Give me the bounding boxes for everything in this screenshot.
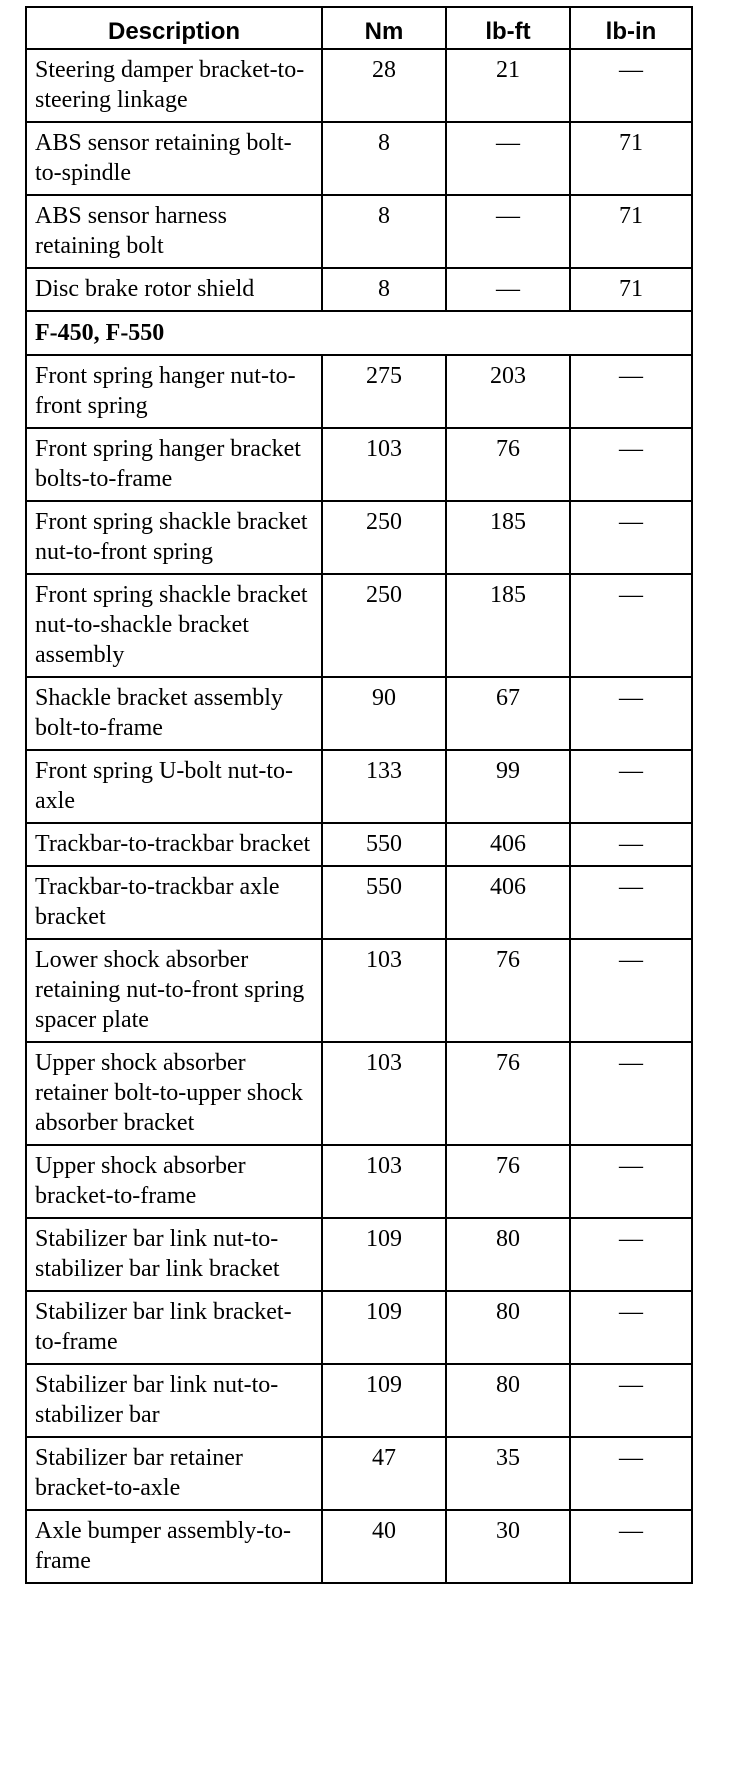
table-row: [26, 122, 692, 195]
cell-lb-ft: —: [446, 122, 570, 195]
cell-description: Disc brake rotor shield: [26, 268, 322, 311]
cell-lb-ft: 99: [446, 750, 570, 823]
table-row: [26, 1364, 692, 1437]
torque-specification-table: [25, 6, 693, 1584]
cell-description: Front spring shackle bracket nut-to-front spring: [26, 501, 322, 574]
cell-nm: 47: [322, 1437, 446, 1510]
cell-lb-ft: 67: [446, 677, 570, 750]
header-lb-ft: lb-ft: [446, 7, 570, 49]
cell-lb-ft: 30: [446, 1510, 570, 1583]
cell-lb-in: —: [570, 355, 692, 428]
cell-lb-ft: 80: [446, 1291, 570, 1364]
cell-nm: 40: [322, 1510, 446, 1583]
cell-nm: 103: [322, 939, 446, 1042]
cell-lb-in: —: [570, 428, 692, 501]
table-header: [26, 7, 692, 49]
cell-nm: 103: [322, 428, 446, 501]
cell-description: Trackbar-to-trackbar axle bracket: [26, 866, 322, 939]
cell-description: Front spring hanger bracket bolts-to-frame: [26, 428, 322, 501]
cell-lb-in: —: [570, 939, 692, 1042]
cell-description: Lower shock absorber retaining nut-to-front spring spacer plate: [26, 939, 322, 1042]
table-row: [26, 1510, 692, 1583]
cell-lb-ft: —: [446, 195, 570, 268]
table-row: [26, 501, 692, 574]
cell-lb-in: —: [570, 1042, 692, 1145]
cell-description: Upper shock absorber retainer bolt-to-upper shock absorber bracket: [26, 1042, 322, 1145]
cell-lb-in: —: [570, 823, 692, 866]
table-row: [26, 750, 692, 823]
table-row: [26, 355, 692, 428]
cell-nm: 250: [322, 574, 446, 677]
cell-nm: 109: [322, 1291, 446, 1364]
cell-lb-in: —: [570, 501, 692, 574]
cell-lb-in: —: [570, 750, 692, 823]
cell-lb-ft: 76: [446, 939, 570, 1042]
cell-lb-in: —: [570, 1364, 692, 1437]
cell-lb-ft: 80: [446, 1218, 570, 1291]
cell-description: Stabilizer bar link bracket-to-frame: [26, 1291, 322, 1364]
cell-nm: 109: [322, 1364, 446, 1437]
cell-description: Stabilizer bar link nut-to-stabilizer bar: [26, 1364, 322, 1437]
cell-description: Front spring U-bolt nut-to-axle: [26, 750, 322, 823]
cell-nm: 28: [322, 49, 446, 122]
table-row: [26, 1291, 692, 1364]
cell-lb-ft: 76: [446, 1042, 570, 1145]
cell-description: Steering damper bracket-to-steering linkage: [26, 49, 322, 122]
cell-lb-ft: 185: [446, 574, 570, 677]
cell-nm: 550: [322, 866, 446, 939]
table-row: [26, 1218, 692, 1291]
cell-lb-in: —: [570, 1437, 692, 1510]
table-row: [26, 823, 692, 866]
cell-nm: 8: [322, 268, 446, 311]
cell-lb-in: —: [570, 1291, 692, 1364]
cell-description: Stabilizer bar retainer bracket-to-axle: [26, 1437, 322, 1510]
cell-nm: 250: [322, 501, 446, 574]
cell-lb-in: —: [570, 1218, 692, 1291]
cell-nm: 90: [322, 677, 446, 750]
cell-lb-in: —: [570, 1510, 692, 1583]
cell-lb-in: —: [570, 866, 692, 939]
cell-lb-in: —: [570, 1145, 692, 1218]
cell-description: Front spring hanger nut-to-front spring: [26, 355, 322, 428]
cell-lb-ft: 76: [446, 1145, 570, 1218]
header-nm: Nm: [322, 7, 446, 49]
cell-nm: 275: [322, 355, 446, 428]
table-row: [26, 866, 692, 939]
table-row: [26, 1437, 692, 1510]
table-row: [26, 49, 692, 122]
cell-lb-ft: 76: [446, 428, 570, 501]
cell-lb-ft: 35: [446, 1437, 570, 1510]
section-row: [26, 311, 692, 355]
cell-lb-in: —: [570, 574, 692, 677]
cell-description: ABS sensor harness retaining bolt: [26, 195, 322, 268]
cell-lb-ft: 185: [446, 501, 570, 574]
table-row: [26, 574, 692, 677]
cell-lb-ft: 406: [446, 866, 570, 939]
cell-nm: 133: [322, 750, 446, 823]
table-row: [26, 428, 692, 501]
cell-description: Trackbar-to-trackbar bracket: [26, 823, 322, 866]
table-row: [26, 1042, 692, 1145]
cell-nm: 103: [322, 1145, 446, 1218]
cell-nm: 109: [322, 1218, 446, 1291]
cell-description: Shackle bracket assembly bolt-to-frame: [26, 677, 322, 750]
cell-nm: 550: [322, 823, 446, 866]
cell-nm: 103: [322, 1042, 446, 1145]
cell-nm: 8: [322, 122, 446, 195]
cell-lb-in: 71: [570, 195, 692, 268]
cell-lb-in: 71: [570, 122, 692, 195]
header-lb-in: lb-in: [570, 7, 692, 49]
table-row: [26, 677, 692, 750]
cell-lb-ft: 21: [446, 49, 570, 122]
header-row: [26, 7, 692, 49]
cell-lb-ft: 80: [446, 1364, 570, 1437]
table-row: [26, 1145, 692, 1218]
cell-lb-in: —: [570, 677, 692, 750]
section-heading: F-450, F-550: [26, 311, 692, 355]
cell-lb-ft: —: [446, 268, 570, 311]
table-row: [26, 195, 692, 268]
cell-lb-ft: 203: [446, 355, 570, 428]
cell-description: Front spring shackle bracket nut-to-shackle bracket assembly: [26, 574, 322, 677]
table-row: [26, 939, 692, 1042]
cell-description: ABS sensor retaining bolt-to-spindle: [26, 122, 322, 195]
cell-lb-ft: 406: [446, 823, 570, 866]
cell-description: Stabilizer bar link nut-to-stabilizer bar link bracket: [26, 1218, 322, 1291]
cell-lb-in: 71: [570, 268, 692, 311]
cell-description: Upper shock absorber bracket-to-frame: [26, 1145, 322, 1218]
cell-nm: 8: [322, 195, 446, 268]
table-body: [26, 49, 692, 1583]
header-description: Description: [26, 7, 322, 49]
table-row: [26, 268, 692, 311]
cell-lb-in: —: [570, 49, 692, 122]
cell-description: Axle bumper assembly-to-frame: [26, 1510, 322, 1583]
